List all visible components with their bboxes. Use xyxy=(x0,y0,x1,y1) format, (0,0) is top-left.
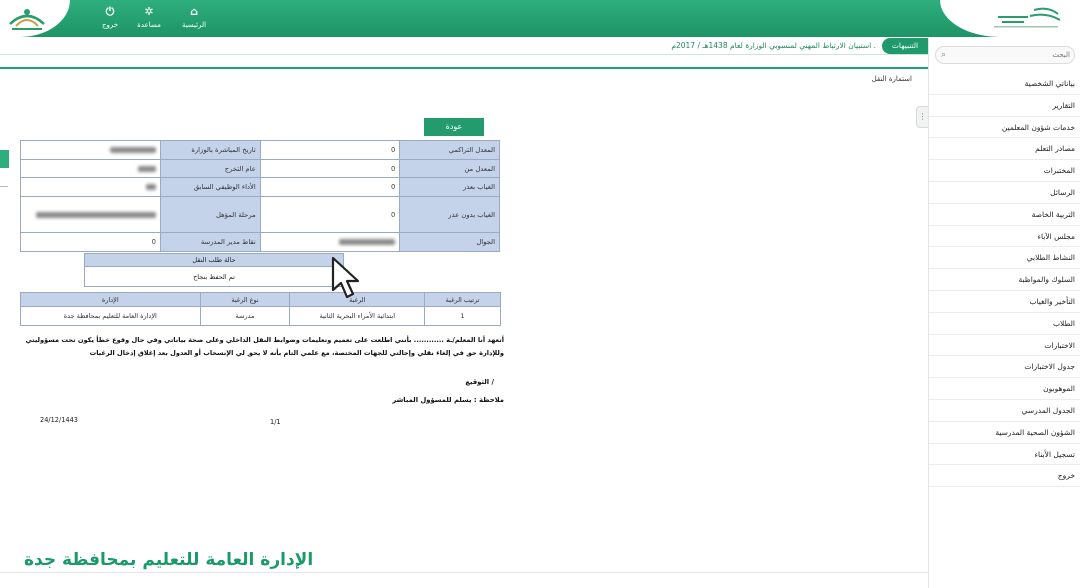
sidebar-item-parents-council[interactable]: مجلس الآباء xyxy=(929,226,1080,248)
search-input[interactable] xyxy=(954,49,1070,61)
table-cell xyxy=(21,159,161,178)
table-cell-label: عام التخرج xyxy=(160,159,260,178)
column-header: الإدارة xyxy=(21,293,201,307)
footer-title: الإدارة العامة للتعليم بمحافظة جدة xyxy=(24,550,314,570)
sidebar-item-exams[interactable]: الاختبارات xyxy=(929,335,1080,357)
table-cell-label: نقاط مدير المدرسة xyxy=(160,233,260,252)
table-cell: 0 xyxy=(260,197,400,233)
back-button[interactable]: عودة xyxy=(424,118,484,136)
table-row xyxy=(21,141,500,160)
table-row xyxy=(21,233,500,252)
table-cell-label: المعدل من xyxy=(400,159,500,178)
brand-logo xyxy=(6,4,48,32)
redacted-value xyxy=(339,239,395,245)
page-number: 1/1 xyxy=(270,418,281,426)
table-cell xyxy=(21,197,161,233)
preferences-table xyxy=(20,292,501,326)
nav-help-label: مساعدة xyxy=(137,21,161,29)
column-header: ترتيب الرغبة xyxy=(425,293,501,307)
table-row xyxy=(21,178,500,197)
sidebar-item-behavior[interactable]: السلوك والمواظبة xyxy=(929,269,1080,291)
left-tab-marker xyxy=(0,150,9,168)
sidebar-item-absence[interactable]: التأخير والغياب xyxy=(929,291,1080,313)
sidebar-item-labs[interactable]: المختبرات xyxy=(929,160,1080,182)
mouse-cursor-icon xyxy=(330,256,364,300)
ministry-logo xyxy=(990,4,1062,32)
redacted-value xyxy=(110,147,156,153)
table-row xyxy=(21,197,500,233)
table-cell xyxy=(21,141,161,160)
sidebar-item-school-schedule[interactable]: الجدول المدرسي xyxy=(929,400,1080,422)
table-cell: الإدارة العامة للتعليم بمحافظة جدة xyxy=(21,307,201,326)
nav-home-label: الرئيسية xyxy=(181,21,207,29)
request-status-table xyxy=(84,253,344,287)
table-cell: ابتدائية الأمراء البحرية الثانية xyxy=(290,307,425,326)
sidebar-search xyxy=(935,46,1075,64)
table-header-row xyxy=(21,293,501,307)
sidebar-item-student-activity[interactable]: النشاط الطلابي xyxy=(929,247,1080,269)
table-cell-label: الجوال xyxy=(400,233,500,252)
redacted-value xyxy=(138,166,156,172)
power-icon: ⏻ xyxy=(105,5,115,18)
nav-exit-button[interactable] xyxy=(90,6,130,34)
divider xyxy=(0,67,928,69)
top-header xyxy=(0,0,1080,37)
page-title: استمارة النقل xyxy=(871,75,912,83)
table-row xyxy=(21,159,500,178)
redacted-value xyxy=(146,184,156,190)
table-cell: 1 xyxy=(425,307,501,326)
sidebar-item-register-children[interactable]: تسجيل الأبناء xyxy=(929,444,1080,466)
left-divider xyxy=(0,186,8,187)
nav-home-button[interactable] xyxy=(174,6,214,34)
ticker-text[interactable]: استبيان الارتباط المهني لمنسوبي الوزارة لعام 1438هـ / 2017م . xyxy=(671,41,876,50)
sidebar-toggle-handle[interactable] xyxy=(916,106,928,128)
sidebar-item-teacher-services[interactable]: خدمات شؤون المعلمين xyxy=(929,117,1080,139)
pledge-text: أتعهد أنا المعلم/ـة ............ بأنني اطلعت على تعميم وتعليمات وضوابط النقل الداخلي وعلى صحة بياناتي وفي حال وقوع خطأ يكون تحت مسؤوليتي وللإدارة حق في إلغاء نقلي وإحالتي للجهات المختصة، مع علمي التام بأنه لا يحق لي الإنسحاب أو العدول بعد إغلاق إدخال الرغبات xyxy=(25,336,504,357)
table-cell: مدرسة xyxy=(200,307,290,326)
status-header: حالة طلب النقل xyxy=(85,254,344,267)
home-icon: ⌂ xyxy=(190,5,198,18)
table-cell-label: مرحلة المؤهل xyxy=(160,197,260,233)
table-cell-label: الغياب بدون عذر xyxy=(400,197,500,233)
table-cell-label: تاريخ المباشرة بالوزارة xyxy=(160,141,260,160)
grip-icon: ⋮ xyxy=(918,112,927,121)
table-cell: 0 xyxy=(21,233,161,252)
gear-icon: ✲ xyxy=(144,5,154,18)
table-cell-label: الأداء الوظيفي السابق xyxy=(160,178,260,197)
nav-exit-label: خروج xyxy=(101,21,119,29)
table-cell: 0 xyxy=(260,159,400,178)
sidebar-item-messages[interactable]: الرسائل xyxy=(929,182,1080,204)
sidebar-item-reports[interactable]: التقارير xyxy=(929,95,1080,117)
table-cell-label: المعدل التراكمي xyxy=(400,141,500,160)
bottom-divider xyxy=(0,572,928,573)
table-cell-label: الغياب بعذر xyxy=(400,178,500,197)
column-header: نوع الرغبة xyxy=(200,293,290,307)
table-cell: 0 xyxy=(260,178,400,197)
table-cell xyxy=(21,178,161,197)
column-header: الرغبة xyxy=(290,293,425,307)
sidebar-item-exit[interactable]: خروج xyxy=(929,465,1080,487)
table-row xyxy=(21,307,501,326)
sidebar-item-learning-resources[interactable]: مصادر التعلم xyxy=(929,138,1080,160)
note-text: ملاحظة : يسلم للمسؤول المباشر xyxy=(392,396,504,404)
sidebar-menu xyxy=(929,73,1080,487)
news-ticker xyxy=(0,37,928,55)
nav-help-button[interactable] xyxy=(129,6,169,34)
sidebar-item-exam-schedule[interactable]: جدول الاختبارات xyxy=(929,356,1080,378)
sidebar-item-profile[interactable]: بياناتي الشخصية xyxy=(929,73,1080,95)
transfer-info-table xyxy=(20,140,500,252)
print-date: 24/12/1443 xyxy=(40,416,79,424)
sidebar-item-gifted[interactable]: الموهوبون xyxy=(929,378,1080,400)
status-value: تم الحفظ بنجاح xyxy=(85,267,344,287)
signature-label: التوقيع / xyxy=(465,378,494,386)
sidebar-item-students[interactable]: الطلاب xyxy=(929,313,1080,335)
search-icon[interactable]: ⌕ xyxy=(941,50,947,60)
redacted-value xyxy=(36,212,156,218)
table-cell xyxy=(260,233,400,252)
sidebar xyxy=(928,37,1080,588)
table-cell: 0 xyxy=(260,141,400,160)
ticker-label: التنبيهات xyxy=(882,38,928,54)
sidebar-item-special-education[interactable]: التربية الخاصة xyxy=(929,204,1080,226)
sidebar-item-school-health[interactable]: الشؤون الصحية المدرسية xyxy=(929,422,1080,444)
